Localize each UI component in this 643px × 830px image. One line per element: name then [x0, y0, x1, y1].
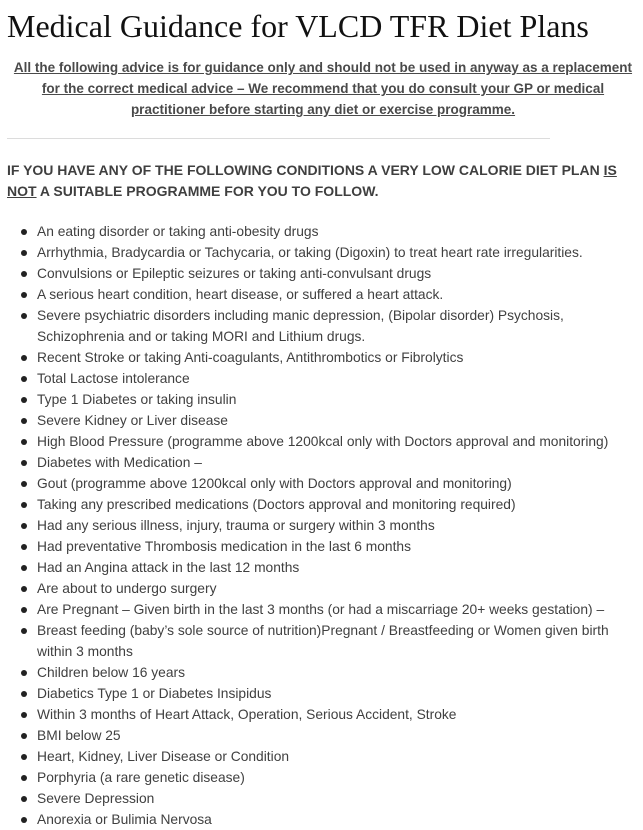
warning-emphasis: IS NOT	[7, 162, 617, 199]
medical-disclaimer: All the following advice is for guidance only and should not be used in anyway as a replacement for the correct medical advice – We recommend that you do consult your GP or medical practitioner before starting any diet or exercise programme.	[13, 60, 633, 117]
list-item: Severe Kidney or Liver disease	[0, 410, 643, 431]
divider	[7, 138, 550, 139]
warning-heading	[7, 160, 637, 202]
list-item: An eating disorder or taking anti-obesity drugs	[0, 221, 643, 242]
list-item: Are about to undergo surgery	[0, 578, 643, 599]
list-item: Breast feeding (baby’s sole source of nutrition)Pregnant / Breastfeeding or Women given birth within 3 months	[0, 620, 643, 662]
list-item: Had an Angina attack in the last 12 months	[0, 557, 643, 578]
page-title: Medical Guidance for VLCD TFR Diet Plans	[7, 8, 589, 44]
list-item: Porphyria (a rare genetic disease)	[0, 767, 643, 788]
list-item: High Blood Pressure (programme above 1200kcal only with Doctors approval and monitoring)	[0, 431, 643, 452]
list-item: Severe psychiatric disorders including manic depression, (Bipolar disorder) Psychosis, Schizophrenia and or taking MORI and Lithium drugs.	[0, 305, 643, 347]
list-item: Diabetics Type 1 or Diabetes Insipidus	[0, 683, 643, 704]
list-item: Are Pregnant – Given birth in the last 3 months (or had a miscarriage 20+ weeks gestation) –	[0, 599, 643, 620]
list-item: A serious heart condition, heart disease, or suffered a heart attack.	[0, 284, 643, 305]
list-item: Convulsions or Epileptic seizures or taking anti-convulsant drugs	[0, 263, 643, 284]
list-item: Taking any prescribed medications (Doctors approval and monitoring required)	[0, 494, 643, 515]
list-item: Recent Stroke or taking Anti-coagulants, Antithrombotics or Fibrolytics	[0, 347, 643, 368]
list-item: Had preventative Thrombosis medication in the last 6 months	[0, 536, 643, 557]
list-item: Children below 16 years	[0, 662, 643, 683]
conditions-list	[0, 221, 643, 830]
list-item: Anorexia or Bulimia Nervosa	[0, 809, 643, 830]
warning-text-start: IF YOU HAVE ANY OF THE FOLLOWING CONDITIONS A VERY LOW CALORIE DIET PLAN	[7, 162, 604, 178]
warning-text-end: A SUITABLE PROGRAMME FOR YOU TO FOLLOW.	[36, 183, 379, 199]
list-item: Total Lactose intolerance	[0, 368, 643, 389]
list-item: Gout (programme above 1200kcal only with Doctors approval and monitoring)	[0, 473, 643, 494]
list-item: Type 1 Diabetes or taking insulin	[0, 389, 643, 410]
list-item: Arrhythmia, Bradycardia or Tachycaria, or taking (Digoxin) to treat heart rate irregularities.	[0, 242, 643, 263]
list-item: Severe Depression	[0, 788, 643, 809]
list-item: Within 3 months of Heart Attack, Operation, Serious Accident, Stroke	[0, 704, 643, 725]
list-item: Diabetes with Medication –	[0, 452, 643, 473]
list-item: Had any serious illness, injury, trauma or surgery within 3 months	[0, 515, 643, 536]
list-item: Heart, Kidney, Liver Disease or Condition	[0, 746, 643, 767]
list-item: BMI below 25	[0, 725, 643, 746]
